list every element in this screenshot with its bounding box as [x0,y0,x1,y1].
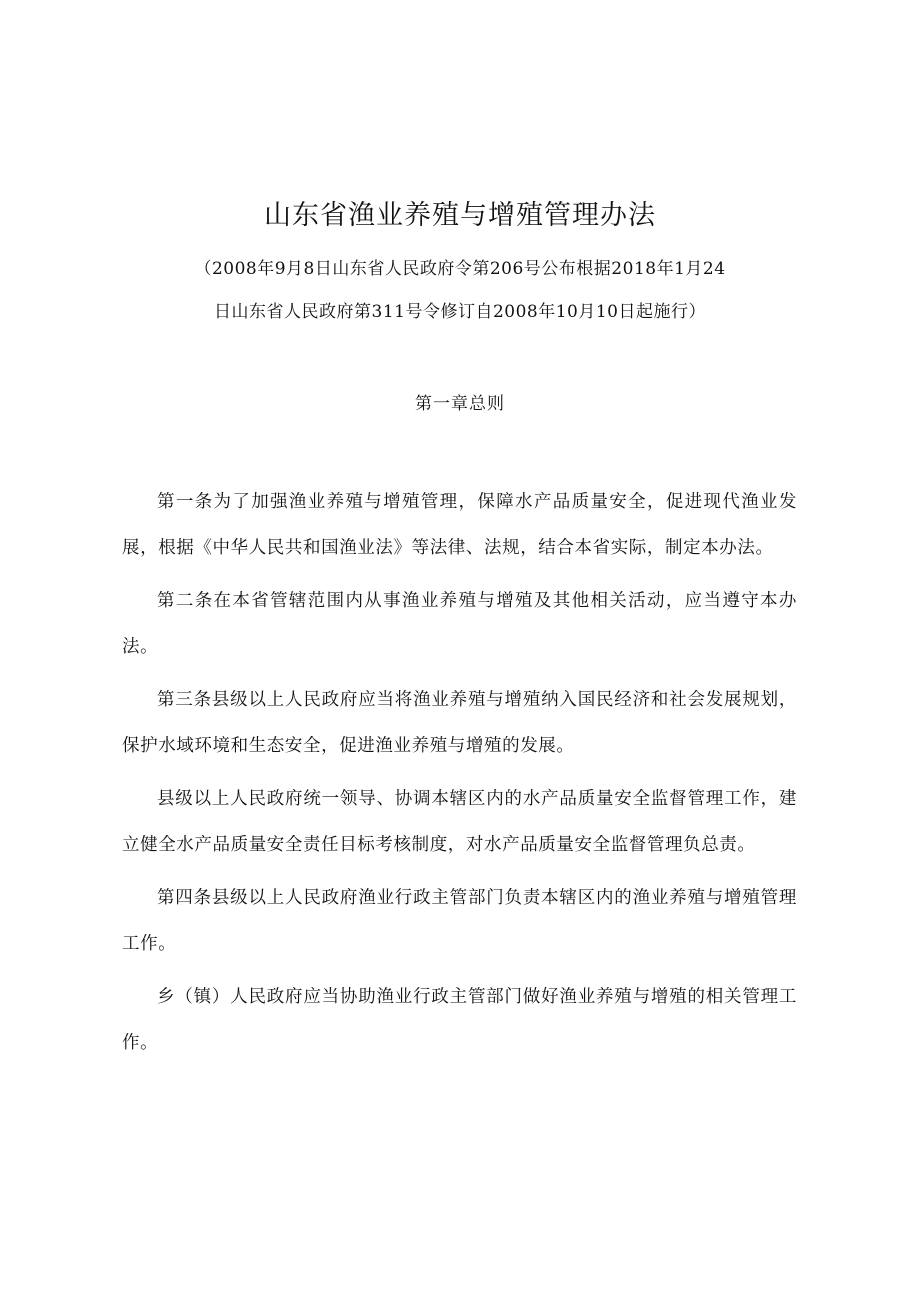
article-2-paragraph: 第二条在本省管辖范围内从事渔业养殖与增殖及其他相关活动，应当遵守本办法。 [122,591,797,657]
document-subtitle-line-1: （2008年9月8日山东省人民政府令第206号公布根据2018年1月24 [194,259,726,279]
article-4-paragraph-2: 乡（镇）人民政府应当协助渔业行政主管部门做好渔业养殖与增殖的相关管理工作。 [122,987,797,1053]
document-body [122,480,797,1074]
article-3-paragraph: 第三条县级以上人民政府应当将渔业养殖与增殖纳入国民经济和社会发展规划，保护水域环境和生态安全，促进渔业养殖与增殖的发展。 [122,690,797,756]
article-3-paragraph-2: 县级以上人民政府统一领导、协调本辖区内的水产品质量安全监督管理工作，建立健全水产品质量安全责任目标考核制度，对水产品质量安全监督管理负总责。 [122,789,797,855]
chapter-heading: 第一章总则 [415,394,505,414]
document-title: 山东省渔业养殖与增殖管理办法 [264,200,656,231]
article-4-paragraph: 第四条县级以上人民政府渔业行政主管部门负责本辖区内的渔业养殖与增殖管理工作。 [122,888,797,954]
document-subtitle-line-2: 日山东省人民政府第311号令修订自2008年10月10日起施行） [214,302,706,322]
article-1-paragraph: 第一条为了加强渔业养殖与增殖管理，保障水产品质量安全，促进现代渔业发展，根据《中华人民共和国渔业法》等法律、法规，结合本省实际，制定本办法。 [122,492,797,558]
